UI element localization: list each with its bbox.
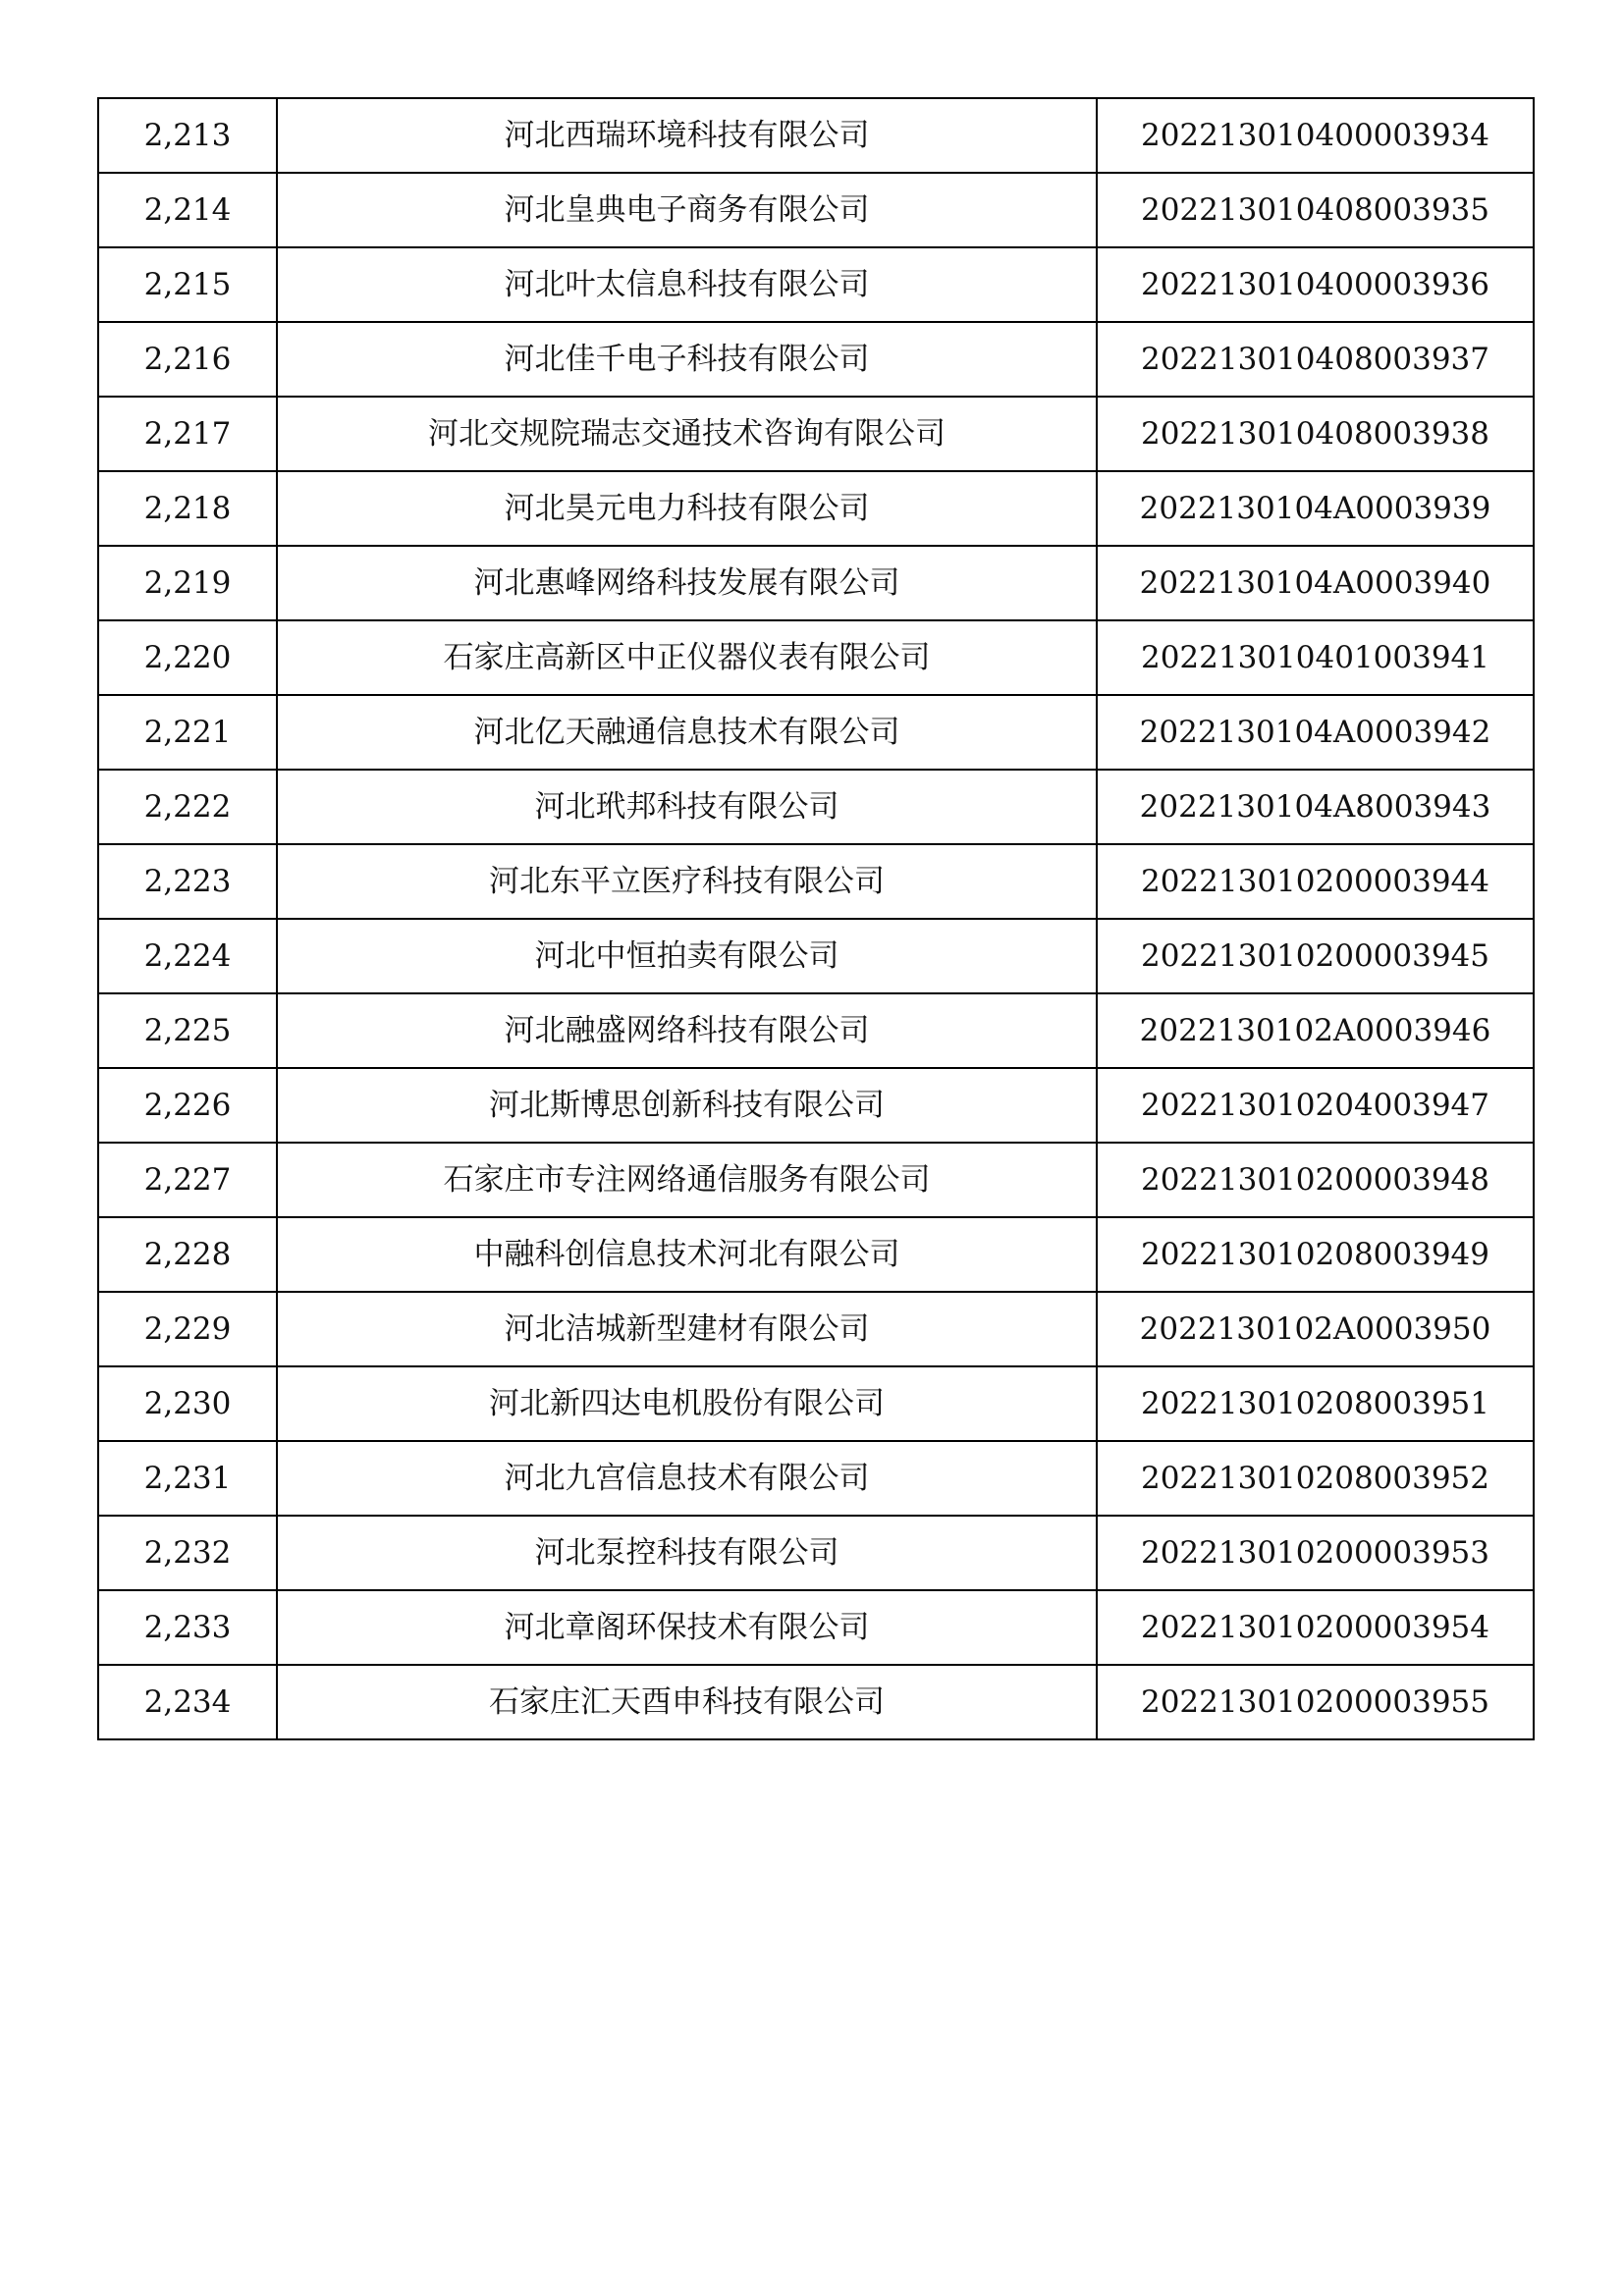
company-name-cell: 河北九宫信息技术有限公司 [277, 1441, 1097, 1516]
table-row [98, 1068, 1534, 1143]
company-name-cell: 石家庄汇天酉申科技有限公司 [277, 1665, 1097, 1739]
registration-code-cell: 202213010208003951 [1097, 1366, 1534, 1441]
registration-code-cell: 202213010200003945 [1097, 919, 1534, 993]
row-number-cell: 2,214 [98, 173, 277, 247]
row-number-cell: 2,219 [98, 546, 277, 620]
company-name-cell: 河北融盛网络科技有限公司 [277, 993, 1097, 1068]
row-number-cell: 2,217 [98, 397, 277, 471]
table-row [98, 98, 1534, 173]
company-name-cell: 河北玳邦科技有限公司 [277, 770, 1097, 844]
company-name-cell: 河北章阁环保技术有限公司 [277, 1590, 1097, 1665]
row-number-cell: 2,215 [98, 247, 277, 322]
registration-code-cell: 202213010408003938 [1097, 397, 1534, 471]
company-name-cell: 河北新四达电机股份有限公司 [277, 1366, 1097, 1441]
registration-code-cell: 202213010200003954 [1097, 1590, 1534, 1665]
row-number-cell: 2,231 [98, 1441, 277, 1516]
company-name-cell: 河北泵控科技有限公司 [277, 1516, 1097, 1590]
company-name-cell: 石家庄市专注网络通信服务有限公司 [277, 1143, 1097, 1217]
table-row [98, 397, 1534, 471]
registration-code-cell: 202213010400003936 [1097, 247, 1534, 322]
table-row [98, 173, 1534, 247]
table-row [98, 620, 1534, 695]
row-number-cell: 2,213 [98, 98, 277, 173]
company-name-cell: 河北洁城新型建材有限公司 [277, 1292, 1097, 1366]
table-row [98, 993, 1534, 1068]
row-number-cell: 2,234 [98, 1665, 277, 1739]
table-row [98, 770, 1534, 844]
table-row [98, 1143, 1534, 1217]
row-number-cell: 2,221 [98, 695, 277, 770]
company-name-cell: 河北皇典电子商务有限公司 [277, 173, 1097, 247]
table-row [98, 1441, 1534, 1516]
row-number-cell: 2,220 [98, 620, 277, 695]
row-number-cell: 2,225 [98, 993, 277, 1068]
registration-code-cell: 202213010400003934 [1097, 98, 1534, 173]
row-number-cell: 2,218 [98, 471, 277, 546]
company-name-cell: 河北佳千电子科技有限公司 [277, 322, 1097, 397]
document-page [97, 97, 1533, 1740]
registration-code-cell: 202213010200003948 [1097, 1143, 1534, 1217]
company-name-cell: 河北叶太信息科技有限公司 [277, 247, 1097, 322]
row-number-cell: 2,228 [98, 1217, 277, 1292]
registration-code-cell: 202213010401003941 [1097, 620, 1534, 695]
registration-code-cell: 202213010408003937 [1097, 322, 1534, 397]
table-row [98, 1292, 1534, 1366]
row-number-cell: 2,224 [98, 919, 277, 993]
table-row [98, 471, 1534, 546]
row-number-cell: 2,229 [98, 1292, 277, 1366]
registration-code-cell: 2022130104A0003940 [1097, 546, 1534, 620]
registration-code-cell: 202213010408003935 [1097, 173, 1534, 247]
registration-code-cell: 202213010208003952 [1097, 1441, 1534, 1516]
table-row [98, 1516, 1534, 1590]
row-number-cell: 2,233 [98, 1590, 277, 1665]
table-row [98, 247, 1534, 322]
company-name-cell: 河北亿天融通信息技术有限公司 [277, 695, 1097, 770]
table-row [98, 1217, 1534, 1292]
registration-code-cell: 2022130104A0003939 [1097, 471, 1534, 546]
company-name-cell: 石家庄高新区中正仪器仪表有限公司 [277, 620, 1097, 695]
registration-code-cell: 202213010200003953 [1097, 1516, 1534, 1590]
table-row [98, 1366, 1534, 1441]
row-number-cell: 2,223 [98, 844, 277, 919]
company-name-cell: 河北惠峰网络科技发展有限公司 [277, 546, 1097, 620]
table-row [98, 844, 1534, 919]
registration-code-cell: 202213010204003947 [1097, 1068, 1534, 1143]
company-name-cell: 河北斯博思创新科技有限公司 [277, 1068, 1097, 1143]
table-row [98, 1665, 1534, 1739]
registration-code-cell: 2022130104A0003942 [1097, 695, 1534, 770]
company-name-cell: 河北东平立医疗科技有限公司 [277, 844, 1097, 919]
company-name-cell: 河北中恒拍卖有限公司 [277, 919, 1097, 993]
table-row [98, 546, 1534, 620]
table-row [98, 1590, 1534, 1665]
row-number-cell: 2,216 [98, 322, 277, 397]
row-number-cell: 2,230 [98, 1366, 277, 1441]
registration-code-cell: 2022130102A0003946 [1097, 993, 1534, 1068]
company-name-cell: 中融科创信息技术河北有限公司 [277, 1217, 1097, 1292]
row-number-cell: 2,227 [98, 1143, 277, 1217]
registration-code-cell: 202213010200003955 [1097, 1665, 1534, 1739]
registration-code-cell: 2022130104A8003943 [1097, 770, 1534, 844]
registry-table-body [98, 98, 1534, 1739]
company-name-cell: 河北西瑞环境科技有限公司 [277, 98, 1097, 173]
company-name-cell: 河北交规院瑞志交通技术咨询有限公司 [277, 397, 1097, 471]
registry-table [97, 97, 1535, 1740]
table-row [98, 695, 1534, 770]
table-row [98, 322, 1534, 397]
row-number-cell: 2,226 [98, 1068, 277, 1143]
table-row [98, 919, 1534, 993]
row-number-cell: 2,232 [98, 1516, 277, 1590]
row-number-cell: 2,222 [98, 770, 277, 844]
registration-code-cell: 202213010208003949 [1097, 1217, 1534, 1292]
registration-code-cell: 202213010200003944 [1097, 844, 1534, 919]
company-name-cell: 河北昊元电力科技有限公司 [277, 471, 1097, 546]
registration-code-cell: 2022130102A0003950 [1097, 1292, 1534, 1366]
